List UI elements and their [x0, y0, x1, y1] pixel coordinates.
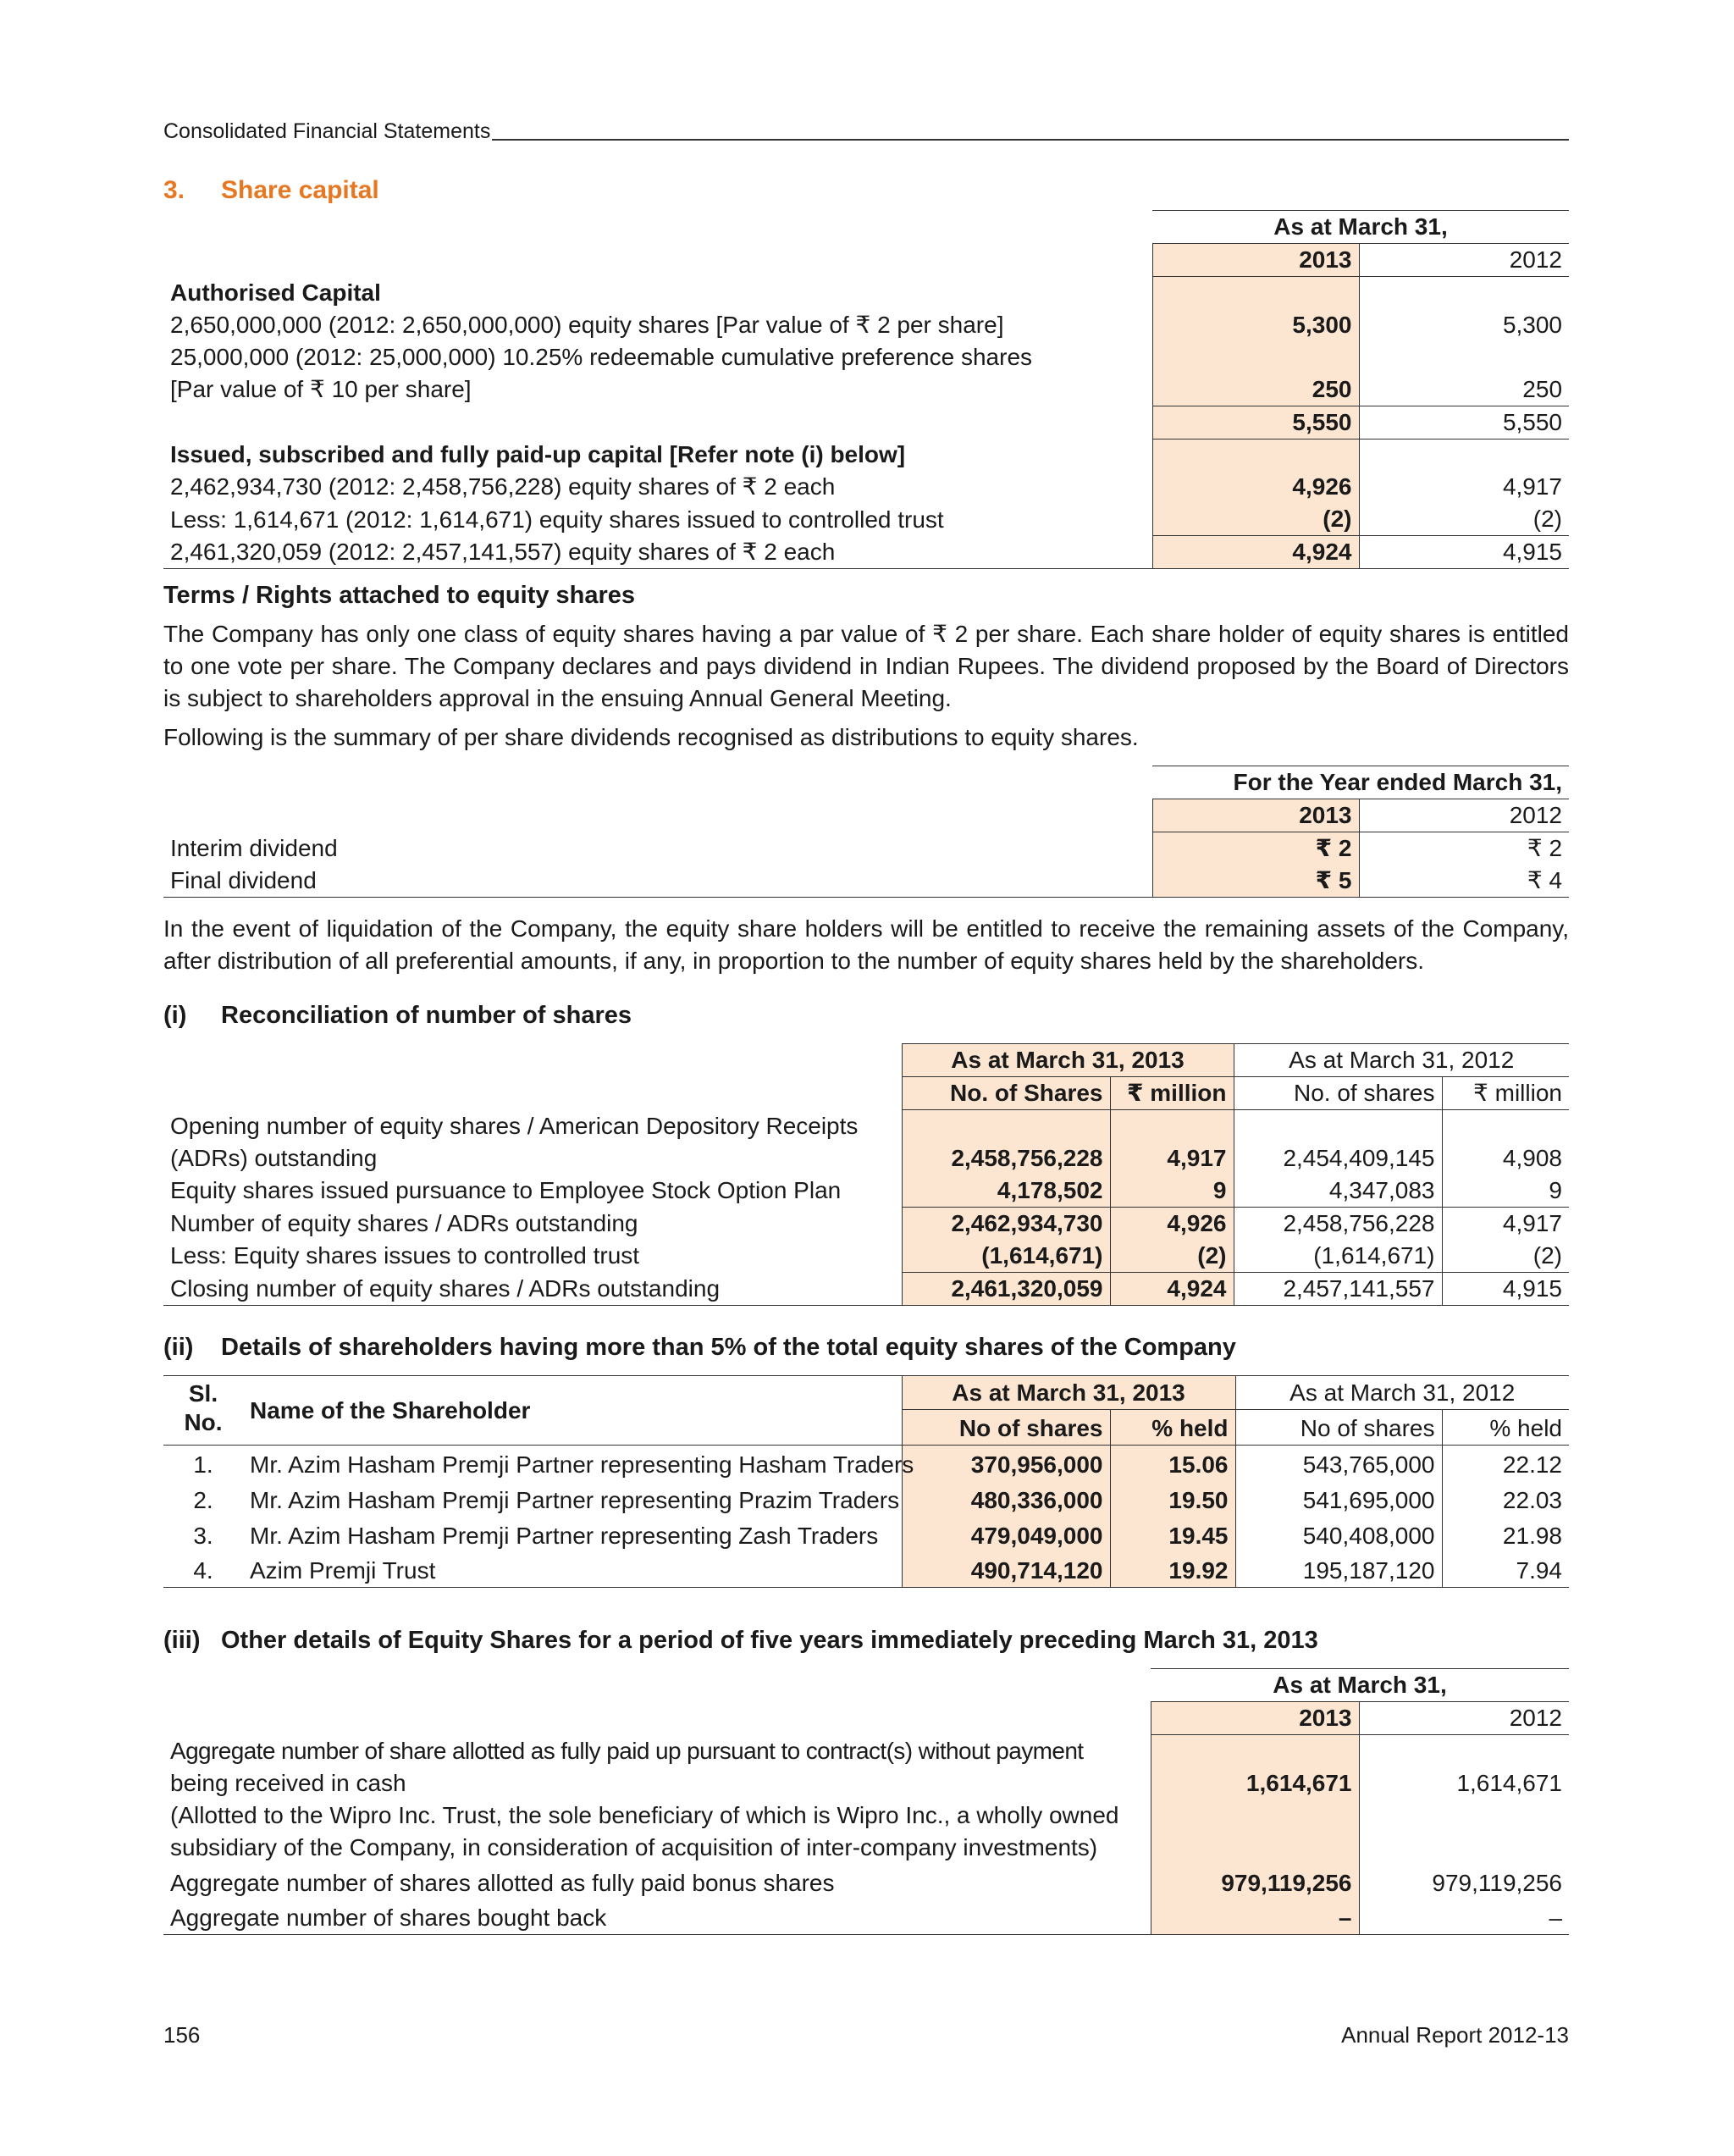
- row-value-prior: 5,300: [1502, 311, 1563, 338]
- row-value-current: 5,300: [1152, 309, 1359, 341]
- cell-cur-shares: (1,614,671): [902, 1240, 1110, 1273]
- row-value-current: –: [1151, 1899, 1359, 1935]
- row-label: Closing number of equity shares / ADRs outstanding: [163, 1272, 902, 1305]
- recon-sub-prior-million: ₹ million: [1442, 1077, 1569, 1110]
- cell-name: Mr. Azim Hasham Premji Partner representing Prazim Traders: [250, 1486, 900, 1513]
- other-details-table: [163, 1668, 1569, 1935]
- row-value-prior: 979,119,256: [1432, 1869, 1563, 1896]
- cell-cur-shares: 2,458,756,228: [902, 1142, 1110, 1175]
- sh-header-prior: As at March 31, 2012: [1235, 1376, 1569, 1410]
- terms-heading: Terms / Rights attached to equity shares: [163, 582, 636, 609]
- page-number: 156: [163, 2022, 201, 2048]
- sh-sub-cur-pct: % held: [1110, 1410, 1235, 1446]
- row-label-cont: (ADRs) outstanding: [170, 1144, 378, 1171]
- row-label: Final dividend: [163, 865, 1152, 898]
- col-sl-label-2: No.: [184, 1409, 223, 1435]
- table-row: [163, 1481, 1569, 1517]
- cell-prior-shares: 4,347,083: [1234, 1175, 1442, 1208]
- page-footer: [163, 2019, 1569, 2051]
- table-row: [163, 1207, 1569, 1240]
- recon-sub-cur-shares: No. of Shares: [902, 1077, 1110, 1110]
- cell-name: Mr. Azim Hasham Premji Partner representing Hasham Traders: [243, 1446, 902, 1481]
- row-value-prior: 1,614,671: [1456, 1769, 1563, 1796]
- dividend-period-header: For the Year ended March 31,: [1152, 766, 1569, 799]
- row-note-cont: subsidiary of the Company, in consideration of acquisition of inter-company investments): [170, 1833, 1098, 1860]
- dividend-year-current: 2013: [1152, 799, 1359, 832]
- cell-sl: 2.: [193, 1486, 213, 1513]
- cell-prior-shares: 2,457,141,557: [1234, 1272, 1442, 1305]
- table-row: [163, 1175, 1569, 1208]
- sh-sub-prior-shares: No of shares: [1235, 1410, 1442, 1446]
- cell-prior-million: 4,915: [1442, 1272, 1569, 1305]
- cell-prior-shares: (1,614,671): [1234, 1240, 1442, 1273]
- recon-sub-prior-shares: No. of shares: [1234, 1077, 1442, 1110]
- cell-cur-shares: 480,336,000: [902, 1481, 1110, 1517]
- cell-cur-shares: 2,462,934,730: [902, 1207, 1110, 1240]
- row-value-current: 4,924: [1152, 536, 1359, 569]
- row-label: Number of equity shares / ADRs outstanding: [170, 1209, 638, 1236]
- cell-cur-million: (2): [1110, 1240, 1234, 1273]
- auth-total-current: 5,550: [1152, 406, 1359, 439]
- cell-prior-million: 4,917: [1502, 1209, 1562, 1236]
- shareholders-title-text: Details of shareholders having more than 5% of the total equity shares of the Company: [221, 1334, 1236, 1361]
- dividend-year-prior: 2012: [1359, 799, 1569, 832]
- total-row: [163, 406, 1569, 439]
- table-row: [163, 1899, 1569, 1935]
- share-capital-table: [163, 210, 1569, 569]
- cell-prior-pct: 21.98: [1502, 1522, 1562, 1549]
- table-row: [163, 471, 1569, 503]
- table-row: [163, 832, 1569, 865]
- other-details-title: [163, 1624, 1318, 1656]
- row-label: Less: 1,614,671 (2012: 1,614,671) equity shares issued to controlled trust: [170, 506, 944, 533]
- recon-header-current: As at March 31, 2013: [902, 1044, 1234, 1077]
- table-row: [163, 309, 1569, 341]
- cell-cur-pct: 19.50: [1110, 1481, 1235, 1517]
- page-header: [163, 119, 1569, 144]
- row-value-current: 4,926: [1152, 471, 1359, 503]
- cell-cur-million: 4,926: [1110, 1207, 1234, 1240]
- row-label: Aggregate number of shares allotted as fully paid bonus shares: [170, 1869, 835, 1896]
- table-row: [163, 1517, 1569, 1552]
- cell-cur-shares: 4,178,502: [902, 1175, 1110, 1208]
- row-value-current: 1,614,671: [1151, 1767, 1359, 1799]
- row-value-current: ₹ 5: [1152, 865, 1359, 898]
- col-name-header: Name of the Shareholder: [243, 1376, 902, 1446]
- section-number: 3.: [163, 176, 185, 204]
- row-value-prior: ₹ 4: [1359, 865, 1569, 898]
- cell-prior-shares: 543,765,000: [1235, 1446, 1442, 1481]
- terms-paragraph-2: Following is the summary of per share dividends recognised as distributions to equity shares.: [163, 724, 1139, 750]
- row-label: 2,461,320,059 (2012: 2,457,141,557) equity shares of ₹ 2 each: [163, 536, 1152, 569]
- row-label: 25,000,000 (2012: 25,000,000) 10.25% redeemable cumulative preference shares: [170, 343, 1033, 370]
- row-value-current: 979,119,256: [1151, 1864, 1359, 1899]
- table-row: [163, 503, 1569, 536]
- row-label: Aggregate number of shares bought back: [163, 1899, 1151, 1935]
- auth-total-prior: 5,550: [1359, 406, 1569, 439]
- cell-name: Azim Premji Trust: [243, 1552, 902, 1588]
- cell-cur-pct: 19.92: [1110, 1552, 1235, 1588]
- liquidation-paragraph: In the event of liquidation of the Company, the equity share holders will be entitled to receive the remaining assets of the Company, after distribution of all preferential amounts, if any, in proportion to the number of equity shares held by the shareholders.: [163, 915, 1569, 974]
- authorised-heading: Authorised Capital: [170, 279, 381, 306]
- shareholders-table: [163, 1375, 1569, 1588]
- cell-cur-shares: 370,956,000: [902, 1446, 1110, 1481]
- row-label: Equity shares issued pursuance to Employee Stock Option Plan: [170, 1177, 842, 1203]
- reconciliation-table: [163, 1043, 1569, 1306]
- row-label: Aggregate number of share allotted as fully paid up pursuant to contract(s) without payment: [170, 1737, 1084, 1764]
- cell-cur-shares: 479,049,000: [902, 1517, 1110, 1552]
- row-label: Opening number of equity shares / American Depository Receipts: [170, 1112, 859, 1139]
- other-year-current: 2013: [1151, 1702, 1359, 1735]
- row-value-current: 250: [1152, 373, 1359, 406]
- sh-header-current: As at March 31, 2013: [902, 1376, 1235, 1410]
- cell-prior-shares: 2,458,756,228: [1234, 1207, 1442, 1240]
- table-row: [163, 1272, 1569, 1305]
- cell-cur-shares: 2,461,320,059: [902, 1272, 1110, 1305]
- cell-prior-million: 9: [1442, 1175, 1569, 1208]
- table-row: [163, 1240, 1569, 1273]
- table-row: [163, 1767, 1569, 1799]
- row-value-current: ₹ 2: [1152, 832, 1359, 865]
- sh-sub-cur-shares: No of shares: [902, 1410, 1110, 1446]
- table-row: [163, 1446, 1569, 1481]
- report-title: Annual Report 2012-13: [1341, 2022, 1569, 2048]
- shareholders-number: (ii): [163, 1334, 194, 1361]
- cell-cur-pct: 19.45: [1110, 1517, 1235, 1552]
- other-year-prior: 2012: [1359, 1702, 1569, 1735]
- cell-prior-pct: 22.03: [1502, 1486, 1562, 1513]
- row-value-current: (2): [1152, 503, 1359, 536]
- cell-prior-million: 4,908: [1502, 1144, 1562, 1171]
- row-label: 2,462,934,730 (2012: 2,458,756,228) equity shares of ₹ 2 each: [170, 473, 836, 500]
- cell-sl: 1.: [163, 1446, 243, 1481]
- section-title: [163, 174, 379, 207]
- capital-period-header: As at March 31,: [1152, 211, 1569, 244]
- cell-prior-pct: 7.94: [1442, 1552, 1569, 1588]
- cell-prior-pct: 22.12: [1442, 1446, 1569, 1481]
- sh-sub-prior-pct: % held: [1442, 1410, 1569, 1446]
- recon-sub-cur-million: ₹ million: [1110, 1077, 1234, 1110]
- row-value-prior: 250: [1522, 375, 1563, 402]
- row-label: Interim dividend: [170, 835, 338, 861]
- cell-prior-shares: 540,408,000: [1235, 1517, 1442, 1552]
- issued-heading: Issued, subscribed and fully paid-up capital [Refer note (i) below]: [170, 441, 906, 467]
- table-row: [163, 373, 1569, 406]
- cell-cur-pct: 15.06: [1110, 1446, 1235, 1481]
- cell-sl: 3.: [193, 1522, 213, 1549]
- reconciliation-title-text: Reconciliation of number of shares: [221, 1002, 632, 1029]
- cell-prior-shares: 2,454,409,145: [1234, 1142, 1442, 1175]
- cell-cur-shares: 490,714,120: [902, 1552, 1110, 1588]
- terms-paragraph-1: The Company has only one class of equity shares having a par value of ₹ 2 per share. Each share holder of equity shares is entitled to one vote per share. The Company declares and pays dividend in Indian Rupees. The dividend proposed by the Board of Directors is subject to shareholders approval in the ensuing Annual General Meeting.: [163, 621, 1569, 711]
- table-row: [163, 1142, 1569, 1175]
- col-sl-label: Sl.: [188, 1380, 218, 1407]
- capital-year-current: 2013: [1152, 244, 1359, 277]
- table-row: [163, 1864, 1569, 1899]
- cell-prior-million: (2): [1442, 1240, 1569, 1273]
- row-label-cont: [Par value of ₹ 10 per share]: [170, 376, 472, 402]
- capital-year-prior: 2012: [1359, 244, 1569, 277]
- table-row: [163, 865, 1569, 898]
- row-label: Less: Equity shares issues to controlled trust: [170, 1242, 640, 1269]
- col-sl-header: [163, 1376, 243, 1446]
- cell-cur-million: 4,924: [1110, 1272, 1234, 1305]
- other-details-number: (iii): [163, 1627, 201, 1654]
- dividend-table: [163, 766, 1569, 898]
- row-value-prior: 4,917: [1502, 473, 1563, 500]
- row-value-prior: (2): [1359, 503, 1569, 536]
- cell-cur-million: 9: [1110, 1175, 1234, 1208]
- row-label: 2,650,000,000 (2012: 2,650,000,000) equity shares [Par value of ₹ 2 per share]: [170, 311, 1004, 338]
- other-details-title-text: Other details of Equity Shares for a period of five years immediately preceding March 31, 2013: [221, 1627, 1318, 1654]
- row-value-prior: ₹ 2: [1527, 835, 1563, 861]
- shareholders-title: [163, 1331, 1236, 1363]
- row-value-prior: –: [1359, 1899, 1569, 1935]
- cell-name: Mr. Azim Hasham Premji Partner representing Zash Traders: [250, 1522, 879, 1549]
- other-period-header: As at March 31,: [1151, 1669, 1569, 1702]
- row-value-prior: 4,915: [1359, 536, 1569, 569]
- table-row: [163, 1552, 1569, 1588]
- reconciliation-title: [163, 999, 632, 1031]
- cell-prior-shares: 541,695,000: [1235, 1481, 1442, 1517]
- row-note: (Allotted to the Wipro Inc. Trust, the sole beneficiary of which is Wipro Inc., a wholly owned: [170, 1801, 1119, 1828]
- cell-prior-shares: 195,187,120: [1235, 1552, 1442, 1588]
- header-rule: [492, 139, 1569, 141]
- row-label-cont: being received in cash: [170, 1769, 406, 1796]
- cell-sl: 4.: [163, 1552, 243, 1588]
- section-title-text: Share capital: [221, 176, 379, 204]
- recon-header-prior: As at March 31, 2012: [1234, 1044, 1569, 1077]
- reconciliation-number: (i): [163, 1002, 187, 1029]
- cell-cur-million: 4,917: [1110, 1142, 1234, 1175]
- table-row: [163, 536, 1569, 569]
- header-title: Consolidated Financial Statements: [163, 119, 491, 143]
